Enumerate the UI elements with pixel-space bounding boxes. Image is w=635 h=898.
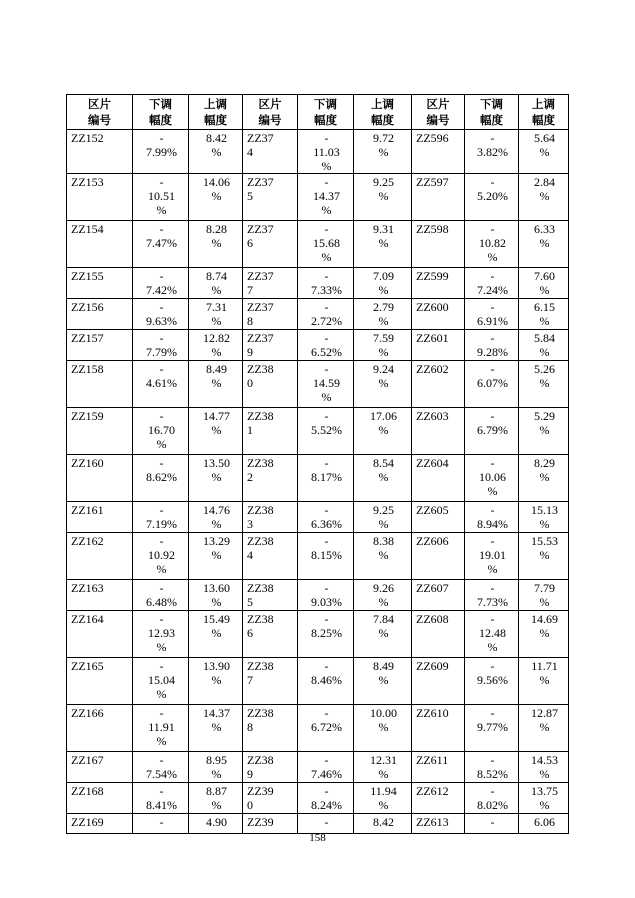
upward-adjustment-cell: 9.24 % (354, 361, 412, 408)
downward-adjustment-cell: - 7.47% (133, 221, 189, 268)
upward-adjustment-cell: 5.84 % (519, 330, 569, 361)
zone-id-cell: ZZ168 (67, 783, 133, 814)
zone-id-cell: ZZ599 (412, 268, 465, 299)
upward-adjustment-cell: 8.29 % (519, 455, 569, 502)
upward-adjustment-cell: 7.60 % (519, 268, 569, 299)
upward-adjustment-cell: 14.37 % (189, 705, 243, 752)
table-row (67, 299, 569, 330)
downward-adjustment-cell: - 8.02% (465, 783, 519, 814)
downward-adjustment-cell: - 7.99% (133, 130, 189, 174)
upward-adjustment-cell: 8.95 % (189, 752, 243, 783)
zone-id-cell: ZZ611 (412, 752, 465, 783)
downward-adjustment-cell: - 8.41% (133, 783, 189, 814)
downward-adjustment-cell: - 11.03 % (298, 130, 354, 174)
downward-adjustment-cell: - 8.24% (298, 783, 354, 814)
upward-adjustment-cell: 8.49 % (189, 361, 243, 408)
table-row (67, 814, 569, 834)
downward-adjustment-cell: - 14.37 % (298, 174, 354, 221)
zone-id-cell: ZZ160 (67, 455, 133, 502)
table-row (67, 533, 569, 580)
zone-id-cell: ZZ38 1 (243, 408, 298, 455)
downward-adjustment-cell: - 16.70 % (133, 408, 189, 455)
zone-id-cell: ZZ39 0 (243, 783, 298, 814)
downward-adjustment-cell: - (298, 814, 354, 834)
zone-id-header: 区片 编号 (243, 95, 298, 130)
downward-adjustment-cell: - 9.56% (465, 658, 519, 705)
zone-id-cell: ZZ610 (412, 705, 465, 752)
downward-adjustment-cell: - 8.25% (298, 611, 354, 658)
downward-adjustment-header: 下调 幅度 (298, 95, 354, 130)
downward-adjustment-cell: - 9.77% (465, 705, 519, 752)
downward-adjustment-cell: - (133, 814, 189, 834)
zone-id-cell: ZZ167 (67, 752, 133, 783)
zone-id-cell: ZZ38 9 (243, 752, 298, 783)
table-row (67, 783, 569, 814)
downward-adjustment-cell: - 7.79% (133, 330, 189, 361)
downward-adjustment-cell: - 8.46% (298, 658, 354, 705)
downward-adjustment-cell: - 5.52% (298, 408, 354, 455)
zone-id-cell: ZZ596 (412, 130, 465, 174)
table-row (67, 752, 569, 783)
table-row (67, 611, 569, 658)
upward-adjustment-cell: 8.54 % (354, 455, 412, 502)
zone-id-cell: ZZ38 8 (243, 705, 298, 752)
zone-id-cell: ZZ606 (412, 533, 465, 580)
downward-adjustment-cell: - 8.62% (133, 455, 189, 502)
zone-id-cell: ZZ597 (412, 174, 465, 221)
table-row (67, 361, 569, 408)
upward-adjustment-cell: 13.29 % (189, 533, 243, 580)
downward-adjustment-cell: - 10.51 % (133, 174, 189, 221)
downward-adjustment-cell: - 7.33% (298, 268, 354, 299)
upward-adjustment-cell: 2.84 % (519, 174, 569, 221)
upward-adjustment-cell: 8.38 % (354, 533, 412, 580)
zone-id-header: 区片 编号 (412, 95, 465, 130)
downward-adjustment-cell: - 10.92 % (133, 533, 189, 580)
zone-id-cell: ZZ153 (67, 174, 133, 221)
zone-id-cell: ZZ163 (67, 580, 133, 611)
upward-adjustment-cell: 11.71 % (519, 658, 569, 705)
upward-adjustment-cell: 13.50 % (189, 455, 243, 502)
upward-adjustment-header: 上调 幅度 (189, 95, 243, 130)
upward-adjustment-cell: 5.64 % (519, 130, 569, 174)
upward-adjustment-cell: 7.79 % (519, 580, 569, 611)
table-row (67, 455, 569, 502)
upward-adjustment-cell: 8.28 % (189, 221, 243, 268)
downward-adjustment-cell: - 8.17% (298, 455, 354, 502)
table-row (67, 408, 569, 455)
zone-id-cell: ZZ38 0 (243, 361, 298, 408)
downward-adjustment-cell: - 6.72% (298, 705, 354, 752)
zone-id-cell: ZZ158 (67, 361, 133, 408)
table-row (67, 580, 569, 611)
table-row (67, 221, 569, 268)
zone-id-cell: ZZ38 4 (243, 533, 298, 580)
zone-id-cell: ZZ169 (67, 814, 133, 834)
zone-id-cell: ZZ165 (67, 658, 133, 705)
upward-adjustment-cell: 12.31 % (354, 752, 412, 783)
zone-id-cell: ZZ164 (67, 611, 133, 658)
table-row (67, 705, 569, 752)
upward-adjustment-cell: 9.26 % (354, 580, 412, 611)
upward-adjustment-cell: 7.09 % (354, 268, 412, 299)
upward-adjustment-cell: 6.15 % (519, 299, 569, 330)
upward-adjustment-cell: 14.76 % (189, 502, 243, 533)
zone-id-cell: ZZ162 (67, 533, 133, 580)
downward-adjustment-cell: - 14.59 % (298, 361, 354, 408)
table-row (67, 268, 569, 299)
table-body (67, 130, 569, 834)
downward-adjustment-cell: - 6.36% (298, 502, 354, 533)
downward-adjustment-cell: - 4.61% (133, 361, 189, 408)
downward-adjustment-cell: - 12.48 % (465, 611, 519, 658)
zone-id-cell: ZZ39 (243, 814, 298, 834)
downward-adjustment-cell: - 6.91% (465, 299, 519, 330)
downward-adjustment-header: 下调 幅度 (465, 95, 519, 130)
downward-adjustment-cell: - 15.04 % (133, 658, 189, 705)
zone-id-cell: ZZ38 6 (243, 611, 298, 658)
upward-adjustment-cell: 13.90 % (189, 658, 243, 705)
upward-adjustment-cell: 11.94 % (354, 783, 412, 814)
downward-adjustment-header: 下调 幅度 (133, 95, 189, 130)
zone-id-cell: ZZ609 (412, 658, 465, 705)
zone-id-cell: ZZ152 (67, 130, 133, 174)
downward-adjustment-cell: - 6.48% (133, 580, 189, 611)
zone-id-cell: ZZ155 (67, 268, 133, 299)
upward-adjustment-cell: 12.87 % (519, 705, 569, 752)
downward-adjustment-cell: - 9.63% (133, 299, 189, 330)
upward-adjustment-cell: 13.60 % (189, 580, 243, 611)
downward-adjustment-cell: - 7.24% (465, 268, 519, 299)
upward-adjustment-cell: 15.13 % (519, 502, 569, 533)
upward-adjustment-cell: 14.53 % (519, 752, 569, 783)
downward-adjustment-cell: - 6.52% (298, 330, 354, 361)
upward-adjustment-cell: 7.59 % (354, 330, 412, 361)
upward-adjustment-header: 上调 幅度 (519, 95, 569, 130)
upward-adjustment-cell: 5.26 % (519, 361, 569, 408)
upward-adjustment-cell: 9.31 % (354, 221, 412, 268)
zone-id-cell: ZZ37 9 (243, 330, 298, 361)
zone-id-cell: ZZ166 (67, 705, 133, 752)
upward-adjustment-cell: 14.77 % (189, 408, 243, 455)
upward-adjustment-cell: 8.42 (354, 814, 412, 834)
zone-id-cell: ZZ601 (412, 330, 465, 361)
downward-adjustment-cell: - 8.94% (465, 502, 519, 533)
zone-id-cell: ZZ37 5 (243, 174, 298, 221)
downward-adjustment-cell: - (465, 814, 519, 834)
downward-adjustment-cell: - 7.73% (465, 580, 519, 611)
zone-id-cell: ZZ600 (412, 299, 465, 330)
upward-adjustment-cell: 8.74 % (189, 268, 243, 299)
zone-id-cell: ZZ154 (67, 221, 133, 268)
upward-adjustment-header: 上调 幅度 (354, 95, 412, 130)
downward-adjustment-cell: - 10.82 % (465, 221, 519, 268)
zone-id-cell: ZZ607 (412, 580, 465, 611)
downward-adjustment-cell: - 19.01 % (465, 533, 519, 580)
table-row (67, 658, 569, 705)
zone-id-cell: ZZ161 (67, 502, 133, 533)
upward-adjustment-cell: 7.31 % (189, 299, 243, 330)
zone-id-cell: ZZ37 7 (243, 268, 298, 299)
upward-adjustment-cell: 13.75 % (519, 783, 569, 814)
upward-adjustment-cell: 12.82 % (189, 330, 243, 361)
zone-id-cell: ZZ156 (67, 299, 133, 330)
downward-adjustment-cell: - 7.54% (133, 752, 189, 783)
downward-adjustment-cell: - 11.91 % (133, 705, 189, 752)
zone-id-cell: ZZ613 (412, 814, 465, 834)
upward-adjustment-cell: 10.00 % (354, 705, 412, 752)
zone-id-cell: ZZ159 (67, 408, 133, 455)
table-row (67, 174, 569, 221)
zone-id-cell: ZZ608 (412, 611, 465, 658)
zone-id-cell: ZZ598 (412, 221, 465, 268)
land-price-adjustment-table (66, 94, 569, 834)
upward-adjustment-cell: 6.33 % (519, 221, 569, 268)
downward-adjustment-cell: - 3.82% (465, 130, 519, 174)
zone-id-cell: ZZ37 4 (243, 130, 298, 174)
downward-adjustment-cell: - 7.46% (298, 752, 354, 783)
upward-adjustment-cell: 9.25 % (354, 174, 412, 221)
upward-adjustment-cell: 17.06 % (354, 408, 412, 455)
zone-id-cell: ZZ37 8 (243, 299, 298, 330)
downward-adjustment-cell: - 12.93 % (133, 611, 189, 658)
upward-adjustment-cell: 5.29 % (519, 408, 569, 455)
downward-adjustment-cell: - 6.79% (465, 408, 519, 455)
zone-id-cell: ZZ604 (412, 455, 465, 502)
upward-adjustment-cell: 14.69 % (519, 611, 569, 658)
upward-adjustment-cell: 7.84 % (354, 611, 412, 658)
zone-id-cell: ZZ605 (412, 502, 465, 533)
table-row (67, 130, 569, 174)
downward-adjustment-cell: - 2.72% (298, 299, 354, 330)
upward-adjustment-cell: 9.25 % (354, 502, 412, 533)
downward-adjustment-cell: - 6.07% (465, 361, 519, 408)
zone-id-cell: ZZ38 3 (243, 502, 298, 533)
upward-adjustment-cell: 8.87 % (189, 783, 243, 814)
upward-adjustment-cell: 6.06 (519, 814, 569, 834)
zone-id-cell: ZZ602 (412, 361, 465, 408)
zone-id-cell: ZZ37 6 (243, 221, 298, 268)
zone-id-header: 区片 编号 (67, 95, 133, 130)
downward-adjustment-cell: - 15.68 % (298, 221, 354, 268)
upward-adjustment-cell: 8.42 % (189, 130, 243, 174)
upward-adjustment-cell: 9.72 % (354, 130, 412, 174)
downward-adjustment-cell: - 8.15% (298, 533, 354, 580)
upward-adjustment-cell: 15.53 % (519, 533, 569, 580)
zone-id-cell: ZZ38 5 (243, 580, 298, 611)
zone-id-cell: ZZ157 (67, 330, 133, 361)
upward-adjustment-cell: 14.06 % (189, 174, 243, 221)
table-row (67, 330, 569, 361)
upward-adjustment-cell: 2.79 % (354, 299, 412, 330)
downward-adjustment-cell: - 7.19% (133, 502, 189, 533)
zone-id-cell: ZZ38 2 (243, 455, 298, 502)
zone-id-cell: ZZ612 (412, 783, 465, 814)
upward-adjustment-cell: 8.49 % (354, 658, 412, 705)
downward-adjustment-cell: - 10.06 % (465, 455, 519, 502)
downward-adjustment-cell: - 5.20% (465, 174, 519, 221)
table-row (67, 502, 569, 533)
upward-adjustment-cell: 4.90 (189, 814, 243, 834)
page-number: 158 (309, 832, 326, 844)
zone-id-cell: ZZ38 7 (243, 658, 298, 705)
downward-adjustment-cell: - 7.42% (133, 268, 189, 299)
zone-id-cell: ZZ603 (412, 408, 465, 455)
downward-adjustment-cell: - 9.03% (298, 580, 354, 611)
table-header-row (67, 95, 569, 130)
upward-adjustment-cell: 15.49 % (189, 611, 243, 658)
downward-adjustment-cell: - 8.52% (465, 752, 519, 783)
downward-adjustment-cell: - 9.28% (465, 330, 519, 361)
